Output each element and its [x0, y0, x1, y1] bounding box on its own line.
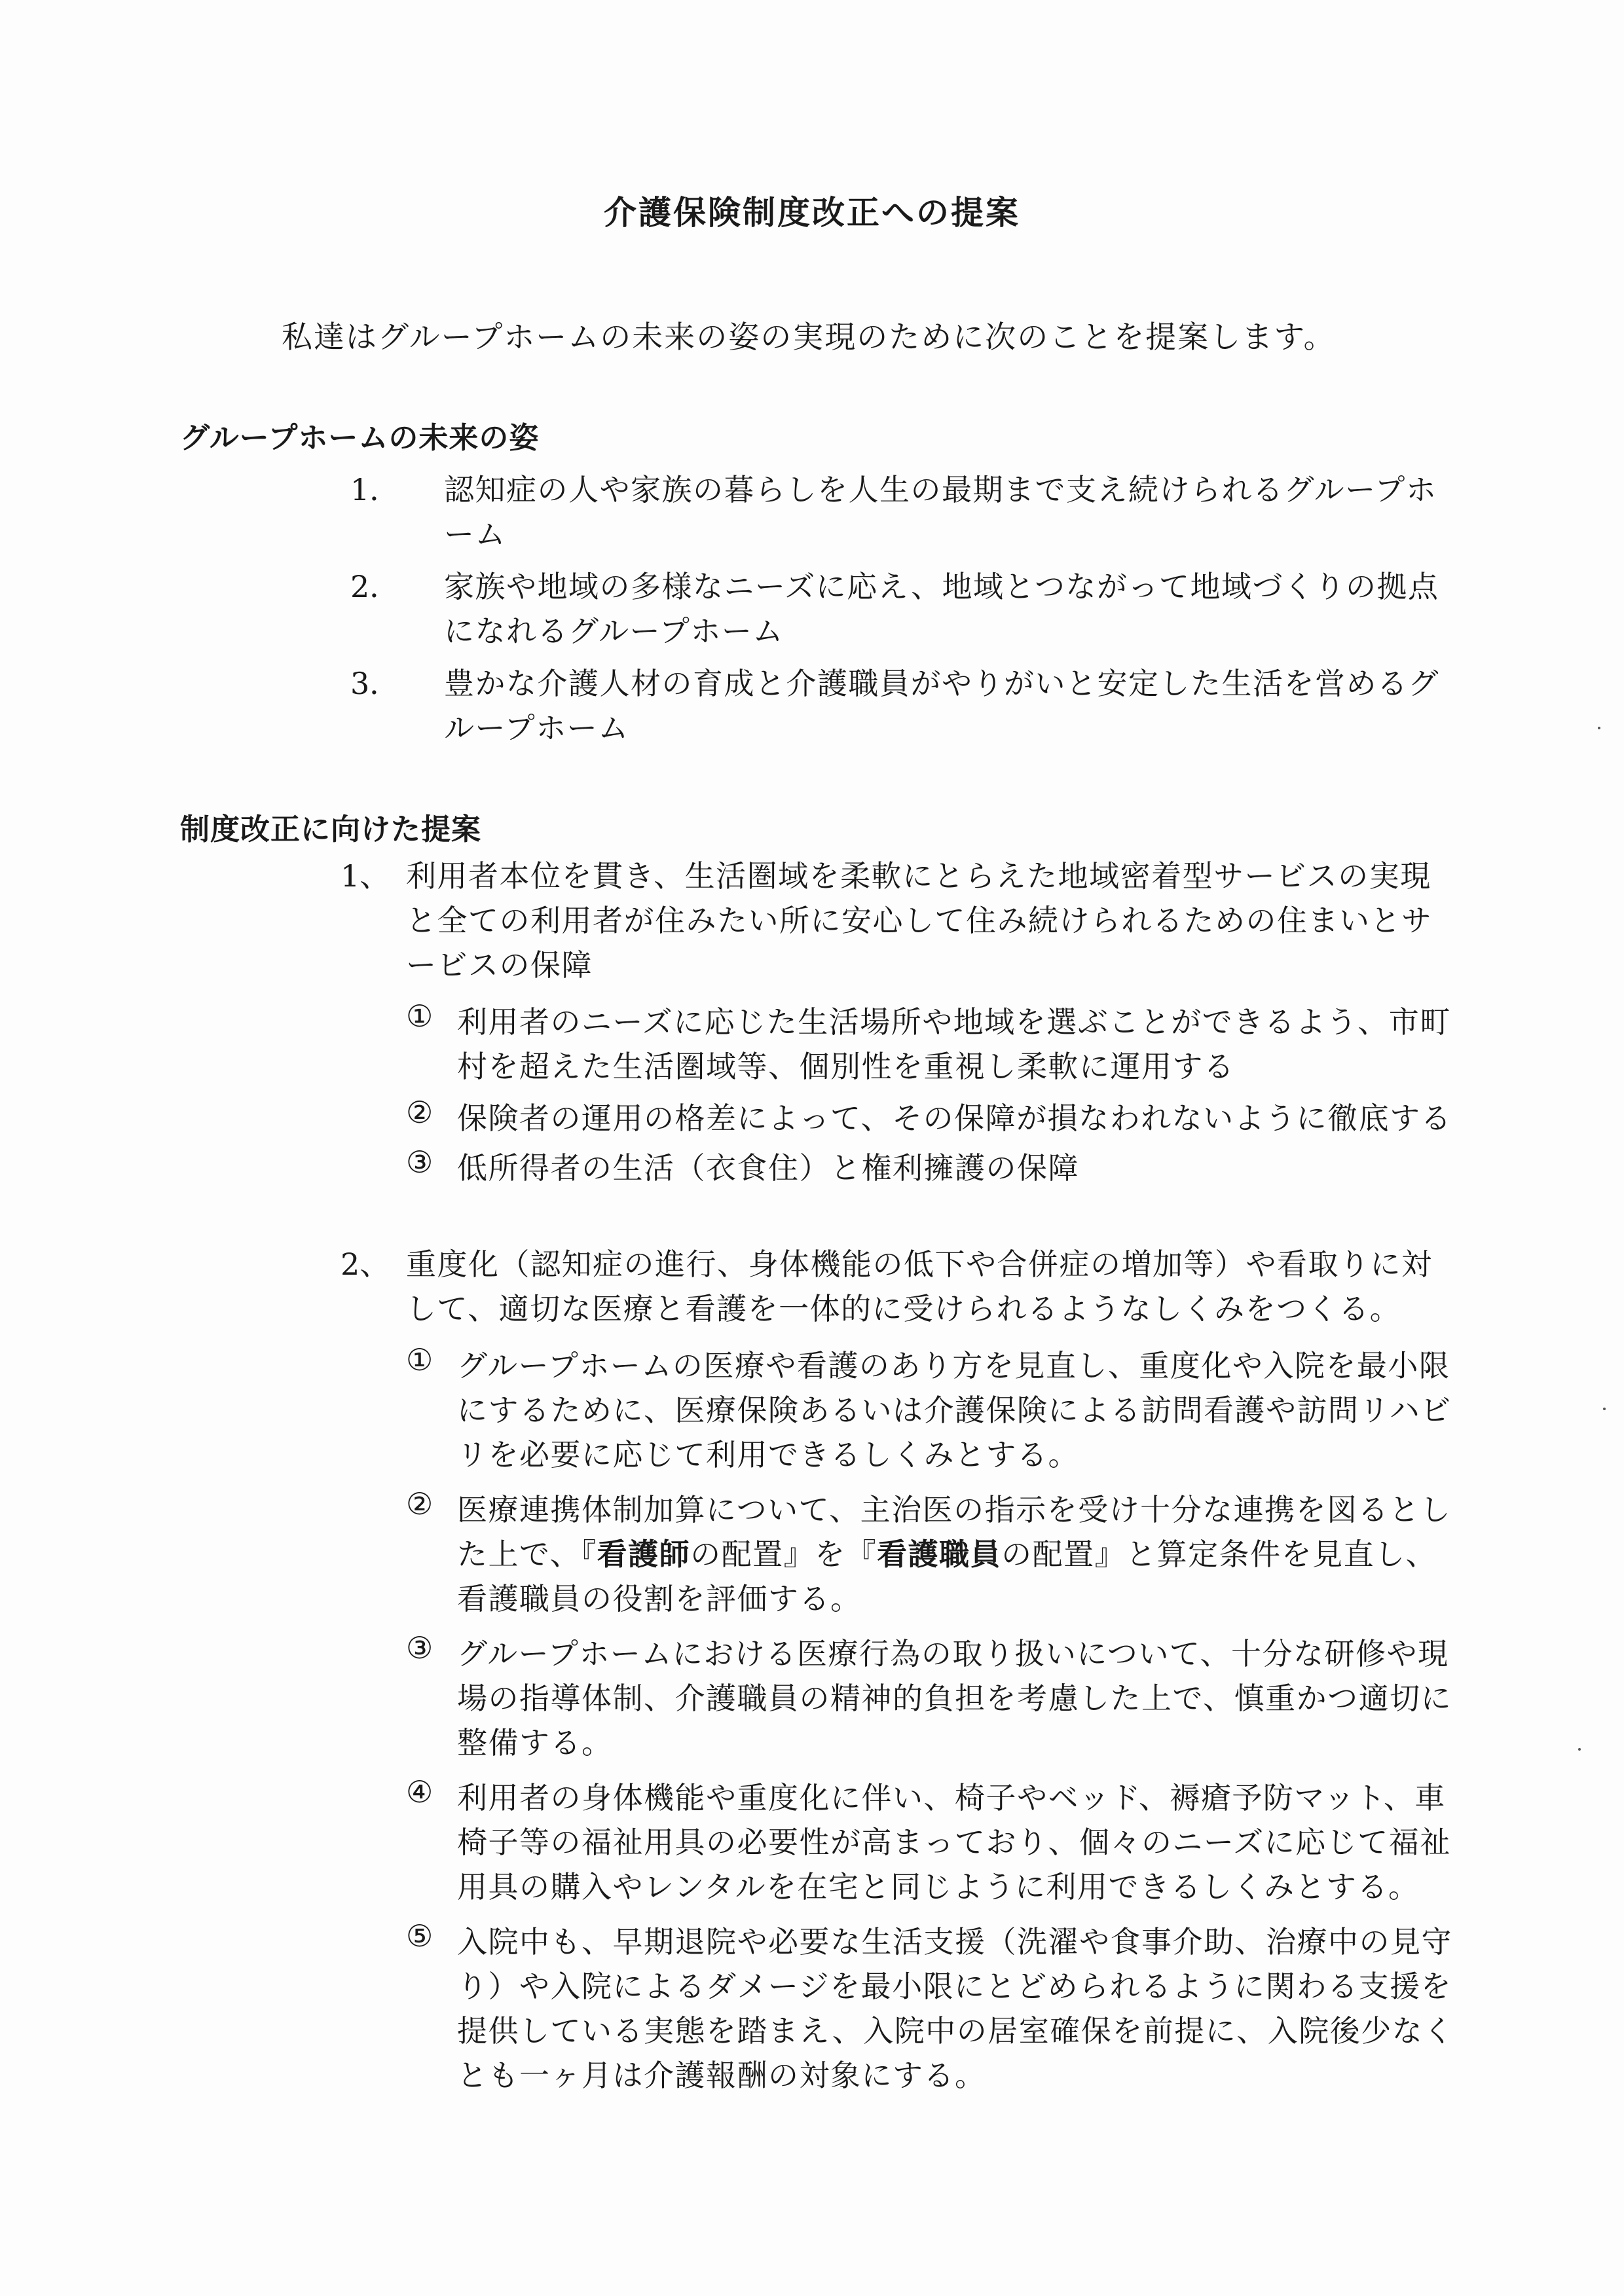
- sub-item-line: グループホームにおける医療行為の取り扱いについて、十分な研修や現: [457, 1636, 1449, 1671]
- section-heading-future: グループホームの未来の姿: [180, 420, 540, 455]
- sub-item-line: り）や入院によるダメージを最小限にとどめられるように関わる支援を: [457, 1969, 1452, 2004]
- sub-item-mark: ①: [406, 1342, 434, 1377]
- sub-item-line: 場の指導体制、介護職員の精神的負担を考慮した上で、慎重かつ適切に: [457, 1681, 1452, 1716]
- document-title: 介護保険制度改正への提案: [604, 194, 1020, 232]
- sub-item-line: とも一ヶ月は介護報酬の対象にする。: [457, 2058, 986, 2093]
- sub-item-line: 村を超えた生活圏域等、個別性を重視し柔軟に運用する: [457, 1049, 1235, 1084]
- sub-item-mark: ④: [406, 1774, 434, 1810]
- proposal-number: 1、: [341, 858, 390, 894]
- scan-speck: [1598, 727, 1600, 729]
- sub-item-line: 保険者の運用の格差によって、その保障が損なわれないように徹底する: [457, 1101, 1452, 1136]
- sub-item-mark: ①: [406, 998, 434, 1034]
- sub-item-line: にするために、医療保険あるいは介護保険による訪問看護や訪問リハビ: [457, 1393, 1452, 1428]
- sub-item-line: 用具の購入やレンタルを在宅と同じように利用できるしくみとする。: [457, 1869, 1420, 1904]
- sub-item-line: 利用者の身体機能や重度化に伴い、椅子やベッド、褥瘡予防マット、車: [457, 1780, 1446, 1815]
- text-fragment: た上で、『: [457, 1537, 597, 1572]
- sub-item-line: リを必要に応じて利用できるしくみとする。: [457, 1437, 1079, 1472]
- sub-item-line: グループホームの医療や看護のあり方を見直し、重度化や入院を最小限: [457, 1348, 1450, 1383]
- list-number: 1．: [350, 472, 400, 507]
- emphasized-term-nursing-staff: 看護職員: [877, 1537, 1002, 1572]
- sub-item-mark: ③: [406, 1630, 434, 1666]
- text-fragment: の配置』を『: [690, 1537, 877, 1572]
- emphasized-term-nurse: 看護師: [597, 1537, 691, 1572]
- sub-item-line: 入院中も、早期退院や必要な生活支援（洗濯や食事介助、治療中の見守: [457, 1924, 1452, 1959]
- proposal-line: して、適切な医療と看護を一体的に受けられるようなしくみをつくる。: [406, 1291, 1401, 1326]
- sub-item-line: 医療連携体制加算について、主治医の指示を受け十分な連携を図るとし: [457, 1492, 1452, 1527]
- list-item-line: ループホーム: [444, 710, 629, 746]
- list-item-line: になれるグループホーム: [444, 613, 784, 649]
- intro-text: 私達はグループホームの未来の姿の実現のために次のことを提案します。: [282, 319, 1336, 355]
- sub-item-mark: ⑤: [406, 1918, 434, 1954]
- text-fragment: の配置』と算定条件を見直し、: [1001, 1537, 1437, 1572]
- scan-speck: [1578, 1748, 1581, 1751]
- proposal-line: と全ての利用者が住みたい所に安心して住み続けられるための住まいとサ: [406, 903, 1433, 938]
- proposal-number: 2、: [341, 1247, 390, 1282]
- sub-item-line: 椅子等の福祉用具の必要性が高まっており、個々のニーズに応じて福祉: [457, 1825, 1451, 1860]
- list-item-line: 認知症の人や家族の暮らしを人生の最期まで支え続けられるグループホ: [444, 472, 1437, 507]
- section-heading-proposals: 制度改正に向けた提案: [180, 812, 482, 847]
- sub-item-line: 看護職員の役割を評価する。: [457, 1581, 862, 1616]
- sub-item-mark: ②: [406, 1486, 434, 1522]
- list-number: 2．: [350, 569, 400, 604]
- sub-item-mark: ②: [406, 1095, 434, 1130]
- sub-item-mark: ③: [406, 1144, 434, 1180]
- scan-speck: [1603, 1408, 1606, 1410]
- proposal-line: 重度化（認知症の進行、身体機能の低下や合併症の増加等）や看取りに対: [406, 1247, 1433, 1282]
- proposal-line: ービスの保障: [406, 947, 593, 983]
- list-item-line: 豊かな介護人材の育成と介護職員がやりがいと安定した生活を営めるグ: [444, 666, 1439, 701]
- list-number: 3．: [350, 666, 400, 701]
- list-item-line: 家族や地域の多様なニーズに応え、地域とつながって地域づくりの拠点: [444, 569, 1439, 604]
- sub-item-line: 提供している実態を踏まえ、入院中の居室確保を前提に、入院後少なく: [457, 2013, 1454, 2049]
- sub-item-line: 低所得者の生活（衣食住）と権利擁護の保障: [457, 1150, 1079, 1186]
- sub-item-line: [457, 1531, 1437, 1574]
- sub-item-line: 整備する。: [457, 1725, 613, 1760]
- proposal-line: 利用者本位を貫き、生活圏域を柔軟にとらえた地域密着型サービスの実現: [406, 858, 1431, 894]
- sub-item-line: 利用者のニーズに応じた生活場所や地域を選ぶことができるよう、市町: [457, 1004, 1451, 1040]
- list-item-line: ーム: [444, 517, 506, 552]
